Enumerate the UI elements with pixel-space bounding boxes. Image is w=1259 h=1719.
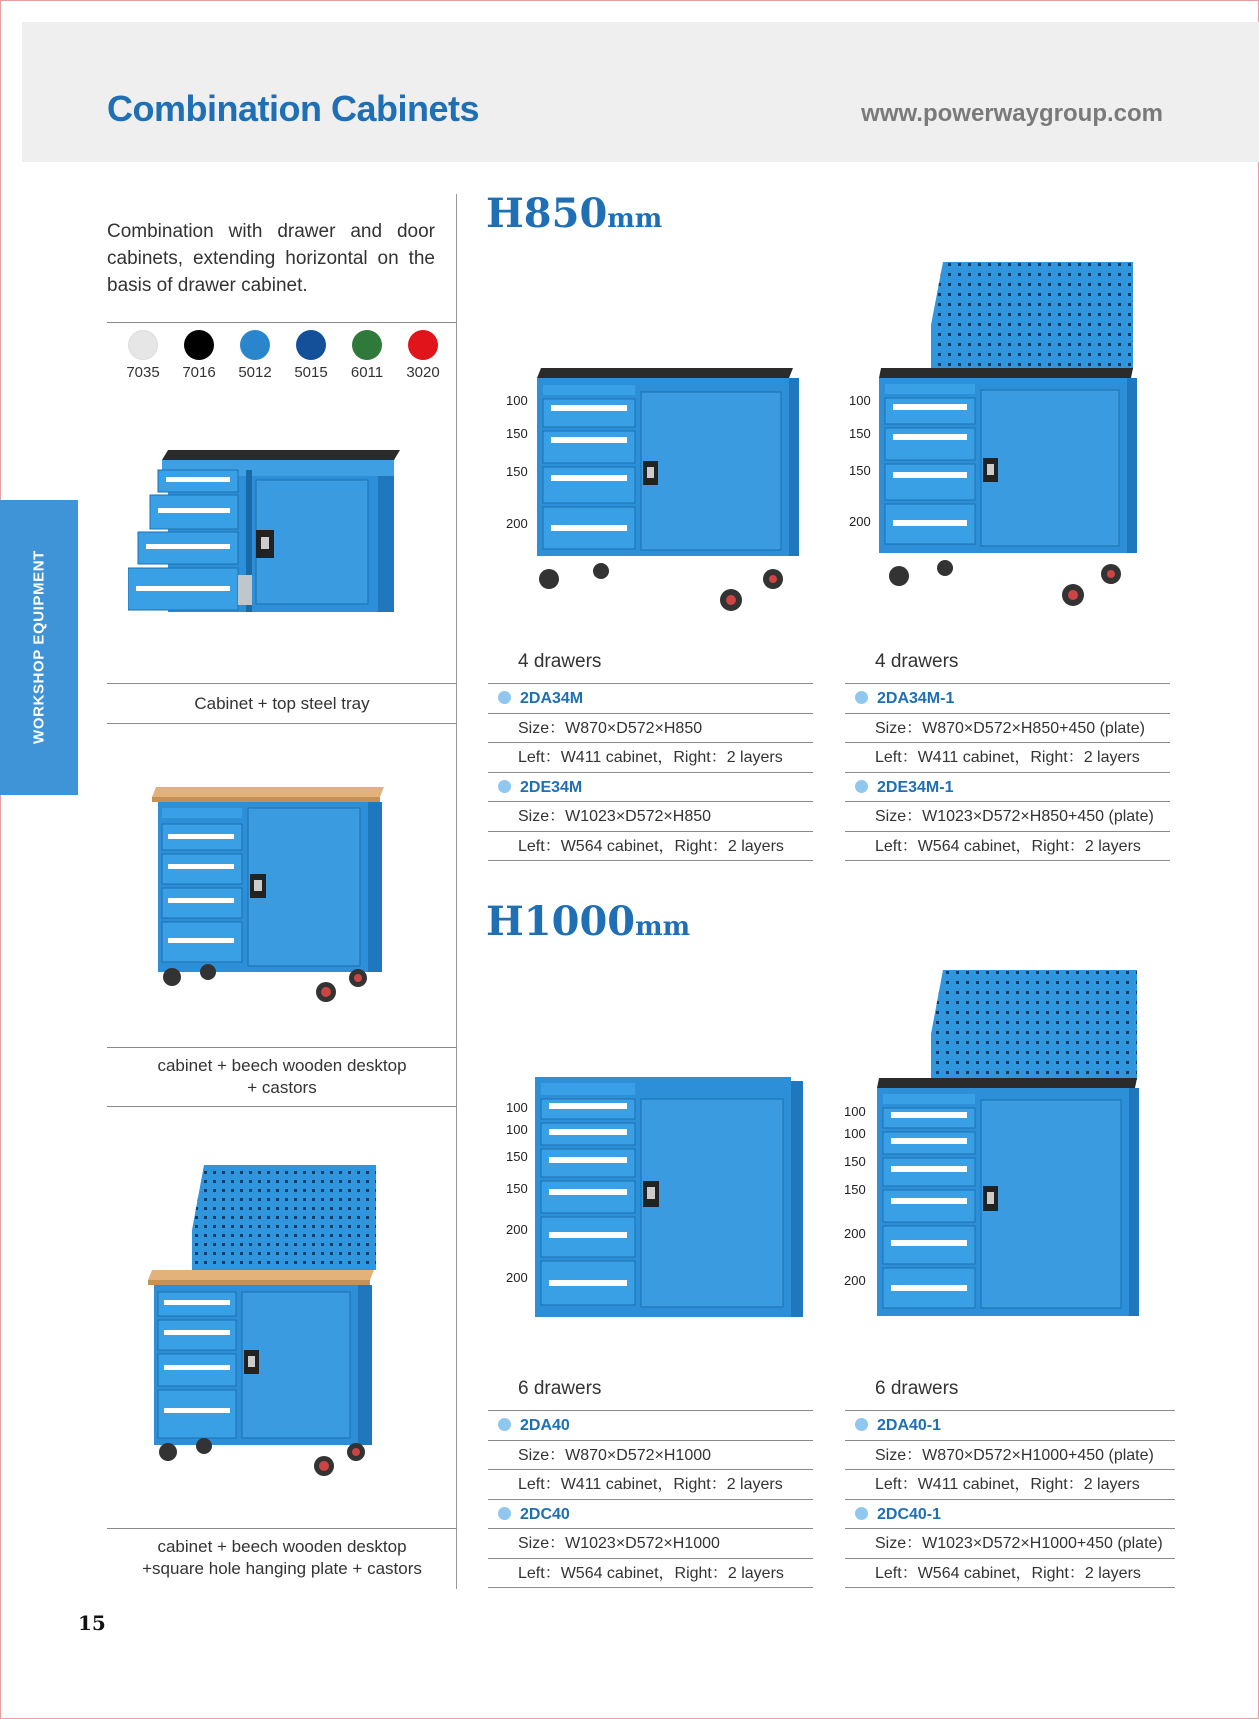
column-divider xyxy=(456,194,457,1589)
color-dot xyxy=(128,330,158,360)
layout-row: Left：W411 cabinet，Right：2 layers xyxy=(845,743,1170,773)
divider xyxy=(107,322,457,323)
bullet-icon xyxy=(498,1418,511,1431)
spec-table-2da40 xyxy=(488,1374,813,1588)
section-title-h1000 xyxy=(486,898,690,945)
model-row xyxy=(845,773,1170,803)
drawer-height: 200 xyxy=(844,1273,866,1288)
cabinet-2da40-image xyxy=(533,1075,813,1325)
bullet-icon xyxy=(855,1507,868,1520)
divider xyxy=(107,683,457,684)
bullet-icon xyxy=(855,1418,868,1431)
layout-row: Left：W411 cabinet，Right：2 layers xyxy=(845,1470,1175,1500)
color-swatch xyxy=(115,330,171,381)
layout-row: Left：W564 cabinet，Right：2 layers xyxy=(845,1559,1175,1589)
model-row xyxy=(845,684,1170,714)
size-row: Size：W1023×D572×H1000 xyxy=(488,1529,813,1559)
drawer-height: 150 xyxy=(844,1182,866,1197)
drawer-height: 150 xyxy=(506,464,528,479)
color-dot xyxy=(408,330,438,360)
height-value: H1000 xyxy=(486,898,636,945)
height-value: H850 xyxy=(486,190,608,237)
website-url[interactable]: www.powerwaygroup.com xyxy=(861,100,1163,127)
spec-table-2da34m xyxy=(488,647,813,861)
model-row xyxy=(845,1500,1175,1530)
drawer-height: 100 xyxy=(849,393,871,408)
model-code: 2DE34M-1 xyxy=(877,778,954,796)
color-code: 7035 xyxy=(126,364,160,381)
height-unit: mm xyxy=(607,204,663,234)
divider xyxy=(107,1528,457,1529)
model-row xyxy=(488,1500,813,1530)
model-code: 2DA40-1 xyxy=(877,1417,942,1434)
spec-table-2da34m-1 xyxy=(845,647,1170,861)
color-code: 6011 xyxy=(350,364,384,381)
color-swatches xyxy=(115,330,451,381)
layout-row: Left：W564 cabinet，Right：2 layers xyxy=(845,832,1170,862)
divider xyxy=(107,1047,457,1048)
drawer-height: 150 xyxy=(506,1181,528,1196)
size-row: Size：W870×D572×H1000+450 (plate) xyxy=(845,1441,1175,1471)
divider xyxy=(107,723,457,724)
model-code: 2DA34M xyxy=(520,690,584,707)
drawer-height: 100 xyxy=(844,1126,866,1141)
color-swatch xyxy=(171,330,227,381)
size-row: Size：W870×D572×H850+450 (plate) xyxy=(845,714,1170,744)
side-tab-label: WORKSHOP EQUIPMENT xyxy=(30,550,48,744)
caption-hanging-plate: cabinet + beech wooden desktop +square hole hanging plate + castors xyxy=(142,1537,422,1578)
divider xyxy=(107,1106,457,1107)
size-row: Size：W870×D572×H1000 xyxy=(488,1441,813,1471)
height-unit: mm xyxy=(635,912,691,942)
cabinet-2da40-1-image xyxy=(873,968,1153,1328)
model-row xyxy=(488,1411,813,1441)
bullet-icon xyxy=(498,691,511,704)
section-title-h850 xyxy=(486,190,662,237)
drawer-height: 150 xyxy=(849,426,871,441)
layout-row: Left：W411 cabinet，Right：2 layers xyxy=(488,1470,813,1500)
color-swatch xyxy=(227,330,283,381)
drawer-height: 200 xyxy=(844,1226,866,1241)
page-number: 15 xyxy=(78,1611,106,1635)
size-row: Size：W1023×D572×H850 xyxy=(488,802,813,832)
cabinet-beech-desktop-image xyxy=(148,782,388,1007)
page-title: Combination Cabinets xyxy=(107,88,480,129)
cabinet-steel-tray-image xyxy=(128,440,408,640)
drawer-count: 4 drawers xyxy=(845,647,1170,684)
layout-row: Left：W564 cabinet，Right：2 layers xyxy=(488,1559,813,1589)
color-code: 5012 xyxy=(238,364,272,381)
bullet-icon xyxy=(855,780,868,793)
caption-steel-tray: Cabinet + top steel tray xyxy=(194,694,370,713)
drawer-height: 200 xyxy=(506,1222,528,1237)
section-side-tab xyxy=(0,500,78,795)
color-dot xyxy=(184,330,214,360)
drawer-height: 100 xyxy=(506,393,528,408)
spec-table-2da40-1 xyxy=(845,1374,1175,1588)
cabinet-2da34m-image xyxy=(535,365,810,615)
drawer-height: 100 xyxy=(506,1100,528,1115)
model-code: 2DC40 xyxy=(520,1505,570,1523)
color-code: 5015 xyxy=(294,364,328,381)
drawer-height: 200 xyxy=(849,514,871,529)
bullet-icon xyxy=(498,780,511,793)
color-dot xyxy=(352,330,382,360)
drawer-height: 150 xyxy=(506,426,528,441)
color-code: 3020 xyxy=(406,364,440,381)
drawer-height: 200 xyxy=(506,1270,528,1285)
drawer-height: 150 xyxy=(844,1154,866,1169)
model-code: 2DC40-1 xyxy=(877,1505,942,1523)
model-row xyxy=(488,684,813,714)
size-row: Size：W1023×D572×H850+450 (plate) xyxy=(845,802,1170,832)
cabinet-hanging-plate-image xyxy=(148,1160,388,1480)
drawer-count: 6 drawers xyxy=(845,1374,1175,1411)
model-row xyxy=(845,1411,1175,1441)
color-dot xyxy=(240,330,270,360)
drawer-height: 150 xyxy=(849,463,871,478)
drawer-count: 4 drawers xyxy=(488,647,813,684)
drawer-count: 6 drawers xyxy=(488,1374,813,1411)
bullet-icon xyxy=(855,691,868,704)
color-swatch xyxy=(283,330,339,381)
color-swatch xyxy=(395,330,451,381)
drawer-height: 100 xyxy=(506,1122,528,1137)
color-swatch xyxy=(339,330,395,381)
caption-beech-desktop: cabinet + beech wooden desktop + castors xyxy=(157,1056,407,1097)
intro-text: Combination with drawer and door cabinets, extending horizontal on the basis of drawer cabinet. xyxy=(107,221,435,296)
color-dot xyxy=(296,330,326,360)
layout-row: Left：W564 cabinet，Right：2 layers xyxy=(488,832,813,862)
bullet-icon xyxy=(498,1507,511,1520)
size-row: Size：W870×D572×H850 xyxy=(488,714,813,744)
model-code: 2DE34M xyxy=(520,778,583,796)
cabinet-2da34m-1-image xyxy=(875,260,1155,615)
drawer-height: 200 xyxy=(506,516,528,531)
size-row: Size：W1023×D572×H1000+450 (plate) xyxy=(845,1529,1175,1559)
drawer-height: 100 xyxy=(844,1104,866,1119)
layout-row: Left：W411 cabinet，Right：2 layers xyxy=(488,743,813,773)
model-code: 2DA40 xyxy=(520,1417,570,1434)
drawer-height: 150 xyxy=(506,1149,528,1164)
color-code: 7016 xyxy=(182,364,216,381)
model-row xyxy=(488,773,813,803)
model-code: 2DA34M-1 xyxy=(877,690,955,707)
